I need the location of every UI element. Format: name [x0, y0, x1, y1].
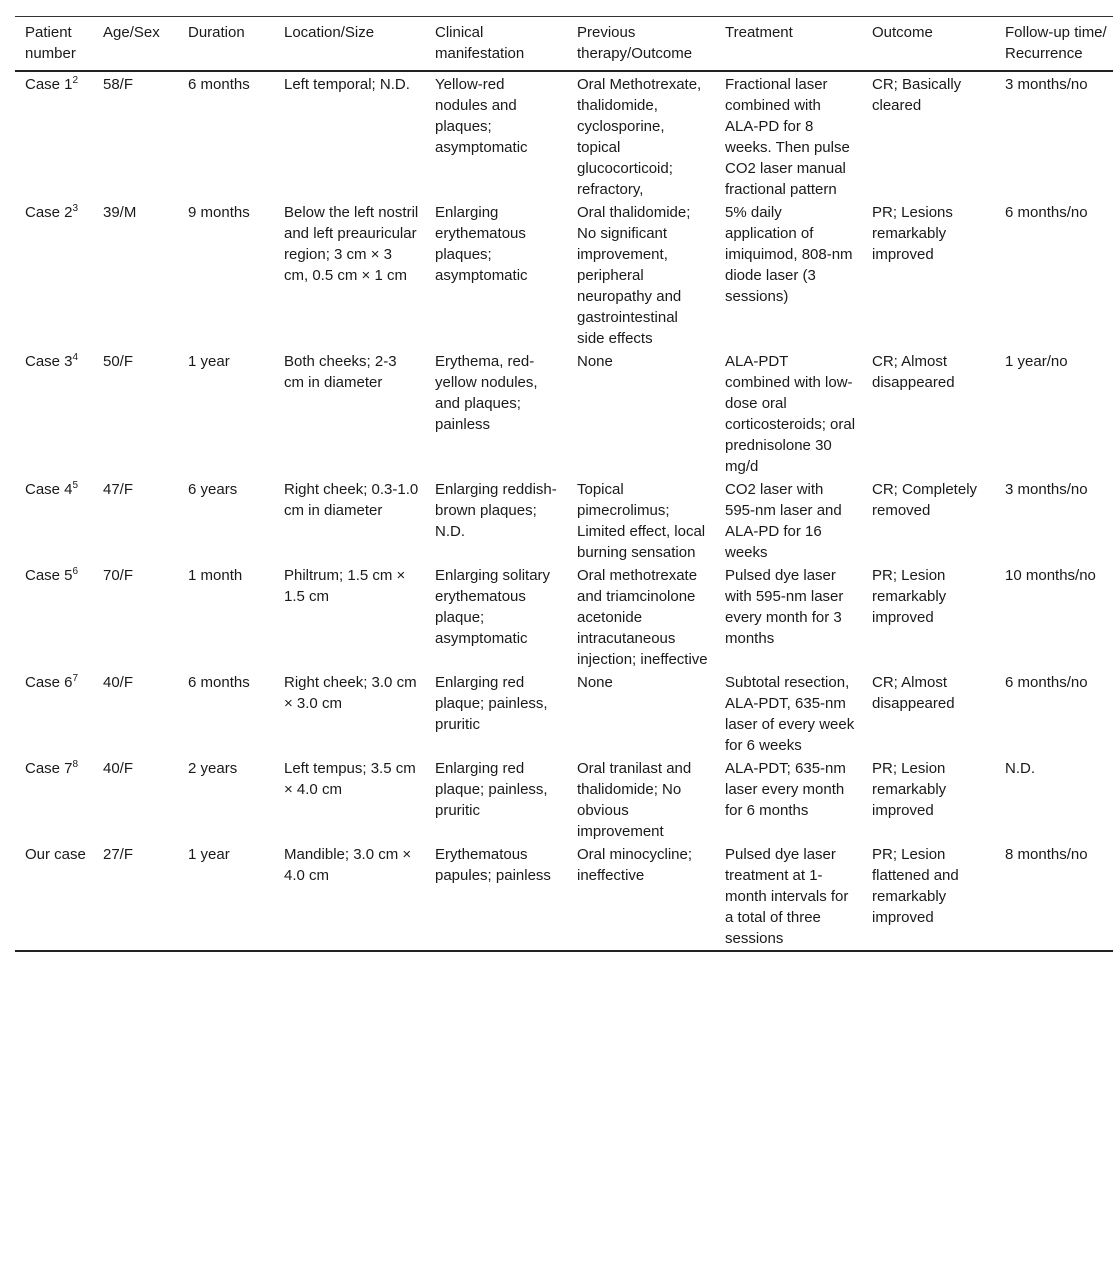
- header-duration: Duration: [188, 24, 245, 41]
- reference-number: 7: [72, 673, 79, 684]
- previous-therapy-cell: Oral methotrexate and triamcinolone acetonide intracutaneous injection; ineffective: [577, 567, 708, 668]
- age-sex-cell: 50/F: [103, 353, 134, 370]
- case-label: Our case: [25, 846, 86, 863]
- duration-cell: 6 months: [188, 76, 250, 93]
- reference-number: 3: [72, 203, 79, 214]
- location-cell: Left temporal; N.D.: [284, 76, 410, 93]
- patient-number-cell: [15, 71, 93, 201]
- header-treatment: Treatment: [725, 24, 793, 41]
- table-row: [15, 71, 1113, 201]
- header-location-size: Location/Size: [284, 24, 375, 41]
- duration-cell: 6 months: [188, 674, 250, 691]
- follow-up-cell: 6 months/no: [1005, 674, 1088, 691]
- location-cell: Below the left nostril and left preauricular region; 3 cm × 3 cm, 0.5 cm × 1 cm: [284, 204, 419, 284]
- patient-number-cell: [15, 201, 93, 350]
- header-previous-therapy: Previous therapy/Outcome: [577, 24, 693, 62]
- treatment-cell: Pulsed dye laser with 595-nm laser every month for 3 months: [725, 567, 844, 647]
- patient-number-cell: [15, 757, 93, 843]
- patient-number-cell: [15, 671, 93, 757]
- header-age-sex: Age/Sex: [103, 24, 160, 41]
- follow-up-cell: 8 months/no: [1005, 846, 1088, 863]
- previous-therapy-cell: None: [577, 353, 613, 370]
- treatment-cell: Pulsed dye laser treatment at 1-month intervals for a total of three sessions: [725, 846, 849, 947]
- reference-number: 2: [72, 75, 79, 86]
- outcome-cell: CR; Completely removed: [872, 481, 978, 519]
- manifestation-cell: Erythema, red-yellow nodules, and plaques; painless: [435, 353, 538, 433]
- outcome-cell: CR; Almost disappeared: [872, 674, 955, 712]
- header-clinical-manifestation: Clinical manifestation: [435, 24, 525, 62]
- case-label: Case 2: [25, 204, 73, 221]
- header-outcome: Outcome: [872, 24, 933, 41]
- manifestation-cell: Yellow-red nodules and plaques; asymptomatic: [435, 76, 528, 156]
- duration-cell: 1 year: [188, 846, 230, 863]
- outcome-cell: CR; Almost disappeared: [872, 353, 955, 391]
- previous-therapy-cell: Oral minocycline; ineffective: [577, 846, 693, 884]
- previous-therapy-cell: Oral tranilast and thalidomide; No obvious improvement: [577, 760, 692, 840]
- follow-up-cell: 1 year/no: [1005, 353, 1068, 370]
- reference-number: 6: [72, 566, 79, 577]
- outcome-cell: PR; Lesions remarkably improved: [872, 204, 953, 263]
- follow-up-cell: 6 months/no: [1005, 204, 1088, 221]
- duration-cell: 9 months: [188, 204, 250, 221]
- follow-up-cell: N.D.: [1005, 760, 1035, 777]
- patient-number-cell: [15, 564, 93, 671]
- table-row: [15, 843, 1113, 951]
- outcome-cell: PR; Lesion remarkably improved: [872, 567, 947, 626]
- reference-number: 5: [72, 480, 79, 491]
- treatment-cell: Fractional laser combined with ALA-PD for 8 weeks. Then pulse CO2 laser manual fractional pattern: [725, 76, 850, 198]
- outcome-cell: PR; Lesion remarkably improved: [872, 760, 947, 819]
- follow-up-cell: 3 months/no: [1005, 481, 1088, 498]
- previous-therapy-cell: Topical pimecrolimus; Limited effect, local burning sensation: [577, 481, 706, 561]
- case-label: Case 6: [25, 674, 73, 691]
- treatment-cell: ALA-PDT; 635-nm laser every month for 6 months: [725, 760, 846, 819]
- reference-number: 8: [72, 759, 79, 770]
- header-patient-number: Patient number: [25, 24, 76, 62]
- case-label: Case 7: [25, 760, 73, 777]
- previous-therapy-cell: Oral thalidomide; No significant improvement, peripheral neuropathy and gastrointestinal side effects: [577, 204, 691, 347]
- age-sex-cell: 40/F: [103, 760, 134, 777]
- case-label: Case 5: [25, 567, 73, 584]
- location-cell: Mandible; 3.0 cm × 4.0 cm: [284, 846, 412, 884]
- reference-number: 4: [72, 352, 79, 363]
- location-cell: Philtrum; 1.5 cm × 1.5 cm: [284, 567, 406, 605]
- age-sex-cell: 40/F: [103, 674, 134, 691]
- duration-cell: 1 year: [188, 353, 230, 370]
- previous-therapy-cell: Oral Methotrexate, thalidomide, cyclosporine, topical glucocorticoid; refractory,: [577, 76, 702, 198]
- patient-number-cell: [15, 478, 93, 564]
- table-row: [15, 757, 1113, 843]
- age-sex-cell: 27/F: [103, 846, 134, 863]
- header-follow-up: Follow-up time/ Recurrence: [1005, 24, 1107, 62]
- treatment-cell: 5% daily application of imiquimod, 808-nm diode laser (3 sessions): [725, 204, 853, 305]
- case-label: Case 1: [25, 76, 73, 93]
- age-sex-cell: 39/M: [103, 204, 137, 221]
- outcome-cell: PR; Lesion flattened and remarkably improved: [872, 846, 959, 926]
- manifestation-cell: Enlarging reddish-brown plaques; N.D.: [435, 481, 557, 540]
- manifestation-cell: Erythematous papules; painless: [435, 846, 551, 884]
- table-row: [15, 478, 1113, 564]
- follow-up-cell: 3 months/no: [1005, 76, 1088, 93]
- table-row: [15, 201, 1113, 350]
- patient-number-cell: [15, 350, 93, 478]
- duration-cell: 6 years: [188, 481, 238, 498]
- location-cell: Right cheek; 0.3-1.0 cm in diameter: [284, 481, 419, 519]
- outcome-cell: CR; Basically cleared: [872, 76, 962, 114]
- treatment-cell: ALA-PDT combined with low-dose oral corticosteroids; oral prednisolone 30 mg/d: [725, 353, 856, 475]
- duration-cell: 2 years: [188, 760, 238, 777]
- case-table: [15, 16, 1113, 952]
- manifestation-cell: Enlarging solitary erythematous plaque; asymptomatic: [435, 567, 551, 647]
- location-cell: Both cheeks; 2-3 cm in diameter: [284, 353, 397, 391]
- manifestation-cell: Enlarging erythematous plaques; asymptomatic: [435, 204, 528, 284]
- age-sex-cell: 70/F: [103, 567, 134, 584]
- age-sex-cell: 58/F: [103, 76, 134, 93]
- follow-up-cell: 10 months/no: [1005, 567, 1096, 584]
- location-cell: Left tempus; 3.5 cm × 4.0 cm: [284, 760, 416, 798]
- table-row: [15, 671, 1113, 757]
- previous-therapy-cell: None: [577, 674, 613, 691]
- manifestation-cell: Enlarging red plaque; painless, pruritic: [435, 760, 548, 819]
- table-header-row: [15, 17, 1113, 72]
- treatment-cell: Subtotal resection, ALA-PDT, 635-nm laser of every week for 6 weeks: [725, 674, 855, 754]
- case-label: Case 4: [25, 481, 73, 498]
- case-label: Case 3: [25, 353, 73, 370]
- table-row: [15, 564, 1113, 671]
- duration-cell: 1 month: [188, 567, 243, 584]
- location-cell: Right cheek; 3.0 cm × 3.0 cm: [284, 674, 417, 712]
- manifestation-cell: Enlarging red plaque; painless, pruritic: [435, 674, 548, 733]
- age-sex-cell: 47/F: [103, 481, 134, 498]
- treatment-cell: CO2 laser with 595-nm laser and ALA-PD for 16 weeks: [725, 481, 842, 561]
- patient-number-cell: [15, 843, 93, 951]
- table-row: [15, 350, 1113, 478]
